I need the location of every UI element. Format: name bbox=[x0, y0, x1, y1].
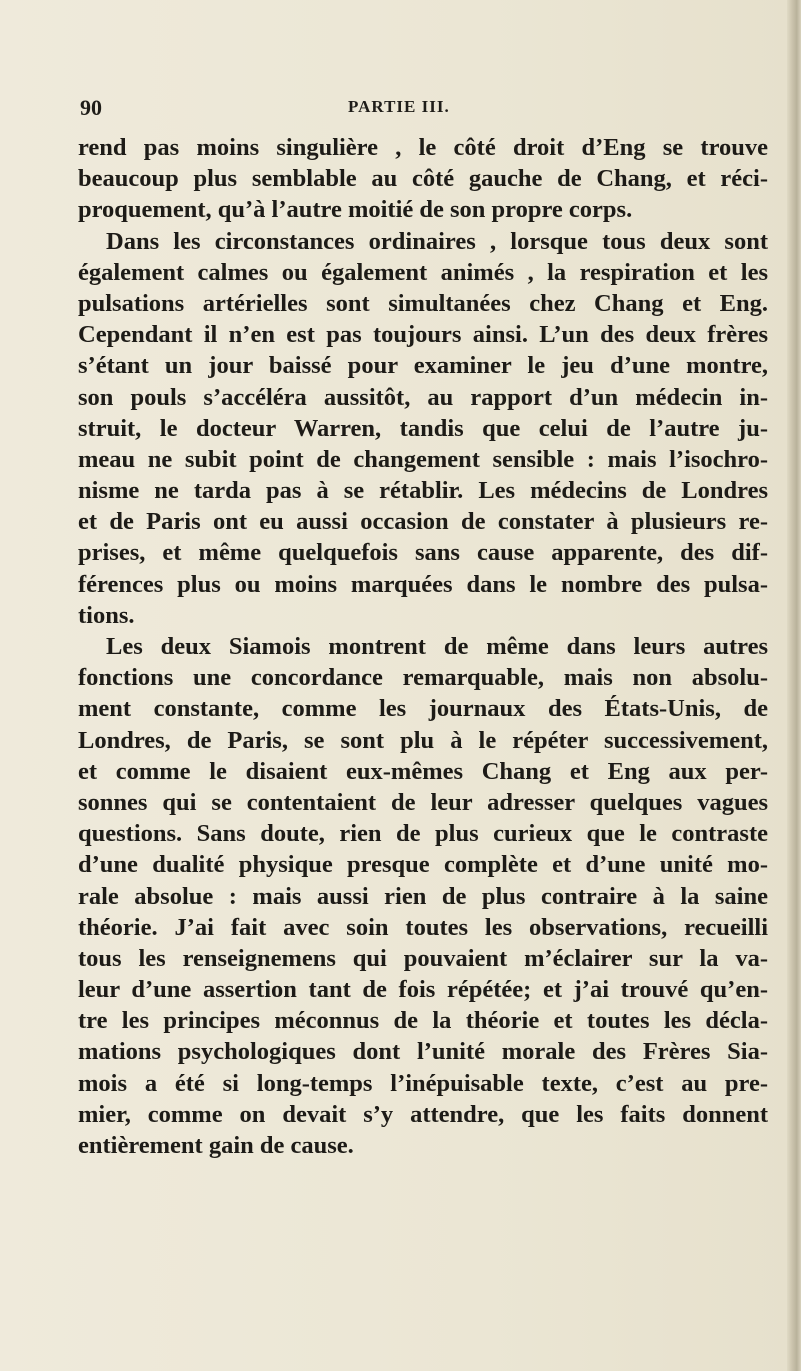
text-line: proquement, qu’à l’autre moitié de son propre corps. bbox=[78, 196, 633, 224]
text-line: également calmes ou également animés , la respiration et les bbox=[78, 258, 768, 286]
text-line: meau ne subit point de changement sensible : mais l’isochro- bbox=[78, 445, 768, 473]
text-line: beaucoup plus semblable au côté gauche de Chang, et réci- bbox=[78, 165, 768, 193]
text-line: leur d’une assertion tant de fois répétée; et j’ai trouvé qu’en- bbox=[78, 976, 768, 1004]
running-head: PARTIE III. bbox=[348, 97, 450, 116]
text-line: fonctions une concordance remarquable, mais non absolu- bbox=[78, 664, 768, 692]
page-edge-shadow bbox=[787, 0, 801, 1371]
text-line: tous les renseignemens qui pouvaient m’éclairer sur la va- bbox=[78, 944, 768, 972]
text-line: d’une dualité physique presque complète et d’une unité mo- bbox=[78, 851, 768, 879]
text-line: prises, et même quelquefois sans cause apparente, des dif- bbox=[78, 539, 768, 567]
text-line: son pouls s’accéléra aussitôt, au rapport d’un médecin in- bbox=[78, 383, 768, 411]
text-line: questions. Sans doute, rien de plus curieux que le contraste bbox=[78, 820, 768, 848]
text-line: et comme le disaient eux-mêmes Chang et Eng aux per- bbox=[78, 757, 768, 785]
text-line: rend pas moins singulière , le côté droit d’Eng se trouve bbox=[78, 134, 768, 161]
text-line: ment constante, comme les journaux des États-Unis, de bbox=[78, 695, 768, 723]
text-line: Londres, de Paris, se sont plu à le répéter successivement, bbox=[78, 726, 768, 754]
text-line: mations psychologiques dont l’unité morale des Frères Sia- bbox=[78, 1038, 768, 1066]
text-line: et de Paris ont eu aussi occasion de constater à plusieurs re- bbox=[78, 508, 768, 536]
text-line: pulsations artérielles sont simultanées chez Chang et Eng. bbox=[78, 289, 768, 317]
text-line: Cependant il n’en est pas toujours ainsi. L’un des deux frères bbox=[78, 321, 768, 349]
text-line: s’étant un jour baissé pour examiner le jeu d’une montre, bbox=[78, 352, 768, 380]
text-line: nisme ne tarda pas à se rétablir. Les médecins de Londres bbox=[78, 477, 768, 505]
text-line: sonnes qui se contentaient de leur adresser quelques vagues bbox=[78, 788, 768, 816]
text-line: entièrement gain de cause. bbox=[78, 1132, 354, 1159]
text-line: rale absolue : mais aussi rien de plus contraire à la saine bbox=[78, 882, 768, 910]
text-line: Les deux Siamois montrent de même dans leurs autres bbox=[106, 633, 768, 660]
text-line: struit, le docteur Warren, tandis que celui de l’autre ju- bbox=[78, 414, 768, 442]
text-line: tions. bbox=[78, 601, 135, 629]
text-line: mois a été si long-temps l’inépuisable texte, c’est au pre- bbox=[78, 1069, 768, 1097]
page-number: 90 bbox=[80, 95, 102, 120]
text-line: férences plus ou moins marquées dans le nombre des pulsa- bbox=[78, 570, 768, 598]
page-header bbox=[80, 95, 770, 123]
text-line: Dans les circonstances ordinaires , lorsque tous deux sont bbox=[106, 227, 768, 255]
body-text bbox=[78, 132, 768, 1161]
text-line: théorie. J’ai fait avec soin toutes les observations, recueilli bbox=[78, 913, 768, 941]
text-line: mier, comme on devait s’y attendre, que les faits donnent bbox=[78, 1100, 768, 1128]
text-line: tre les principes méconnus de la théorie et toutes les décla- bbox=[78, 1007, 768, 1035]
